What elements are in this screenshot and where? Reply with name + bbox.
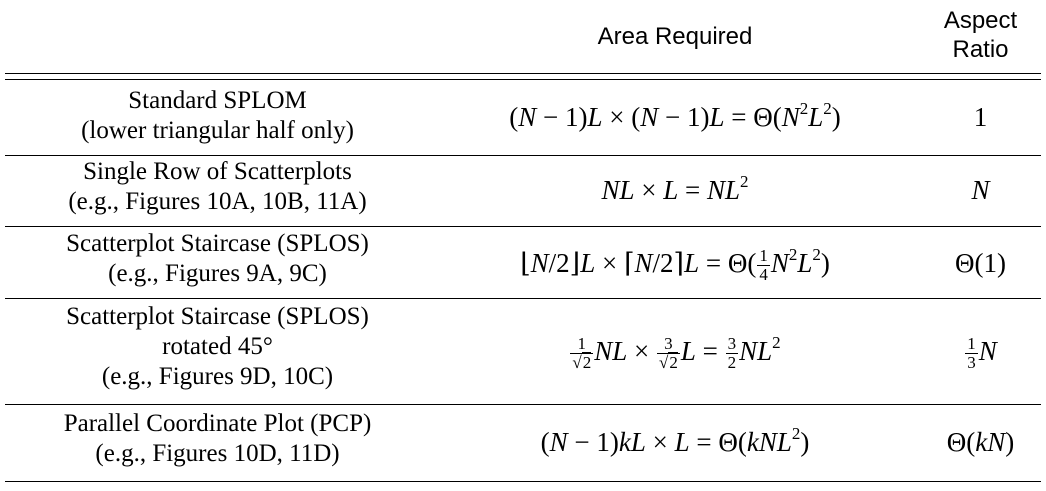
row2-area: NL × $L = NL^2$ xyxy=(601,172,749,205)
row1-area-text xyxy=(0,0,1,1)
header-aspect-line1: Aspect xyxy=(943,7,1018,34)
table-bottom-rule xyxy=(5,481,1041,482)
row-divider-3 xyxy=(5,298,1041,299)
row1-method-line2: (lower triangular half only) xyxy=(81,117,354,144)
row2-method-line2: (e.g., Figures 10A, 10B, 11A) xyxy=(68,188,367,215)
row2-method-line1: Single Row of Scatterplots xyxy=(83,158,352,185)
row4-method-line3: (e.g., Figures 9D, 10C) xyxy=(101,363,334,390)
row1-aspect: 1 xyxy=(973,102,988,132)
math-plaintext xyxy=(0,0,1,1)
row2-method xyxy=(5,157,430,217)
row3-method-line1: Scatterplot Staircase (SPLOS) xyxy=(66,230,369,257)
row3-method-line2: (e.g., Figures 9A, 9C) xyxy=(108,260,327,287)
header-aspect-ratio xyxy=(920,6,1041,64)
row3-aspect: Θ(1) xyxy=(955,248,1006,278)
row3-method xyxy=(5,229,430,289)
header-rule-bottom xyxy=(5,79,1041,80)
header-rule-top xyxy=(5,73,1041,74)
row4-aspect: $\frac{1}{3}$ N xyxy=(967,334,997,373)
row2-aspect-value: N xyxy=(971,175,990,205)
row4-method-line1: Scatterplot Staircase (SPLOS) xyxy=(66,303,369,330)
row-divider-2 xyxy=(5,226,1041,227)
row5-method-line2: (e.g., Figures 10D, 11D) xyxy=(95,440,340,467)
row-divider-4 xyxy=(5,404,1041,405)
header-area-required: Area Required xyxy=(597,23,753,50)
row-divider-1 xyxy=(5,155,1041,156)
row5-method xyxy=(5,409,430,469)
header-aspect-line2: Ratio xyxy=(952,36,1009,63)
row4-area: $\frac{1}{√2}$ NL × $\frac{3}{√2}$ L = $\frac{3}{2}$ $NL^2$ xyxy=(572,333,781,373)
row3-area: ⌊N/2⌋L × ⌈N/2⌉L = Θ( $\frac{1}{4}$ $N^2L^2$) xyxy=(520,245,830,285)
row4-method xyxy=(5,302,430,392)
row2-aspect xyxy=(920,173,1041,207)
row5-method-line1: Parallel Coordinate Plot (PCP) xyxy=(63,410,372,437)
row1-area: $(N - 1)L \times (N - 1)L = \Theta(N^2L^2)$ xyxy=(509,99,841,132)
row5-aspect: Θ(kN) xyxy=(946,427,1015,457)
row1-method-line1: Standard SPLOM xyxy=(128,87,307,114)
row1-method xyxy=(5,86,430,146)
row4-method-line2: rotated 45° xyxy=(162,333,273,360)
row5-area: (N − 1)kL × L = Θ(kNL$^2$) xyxy=(540,424,810,457)
